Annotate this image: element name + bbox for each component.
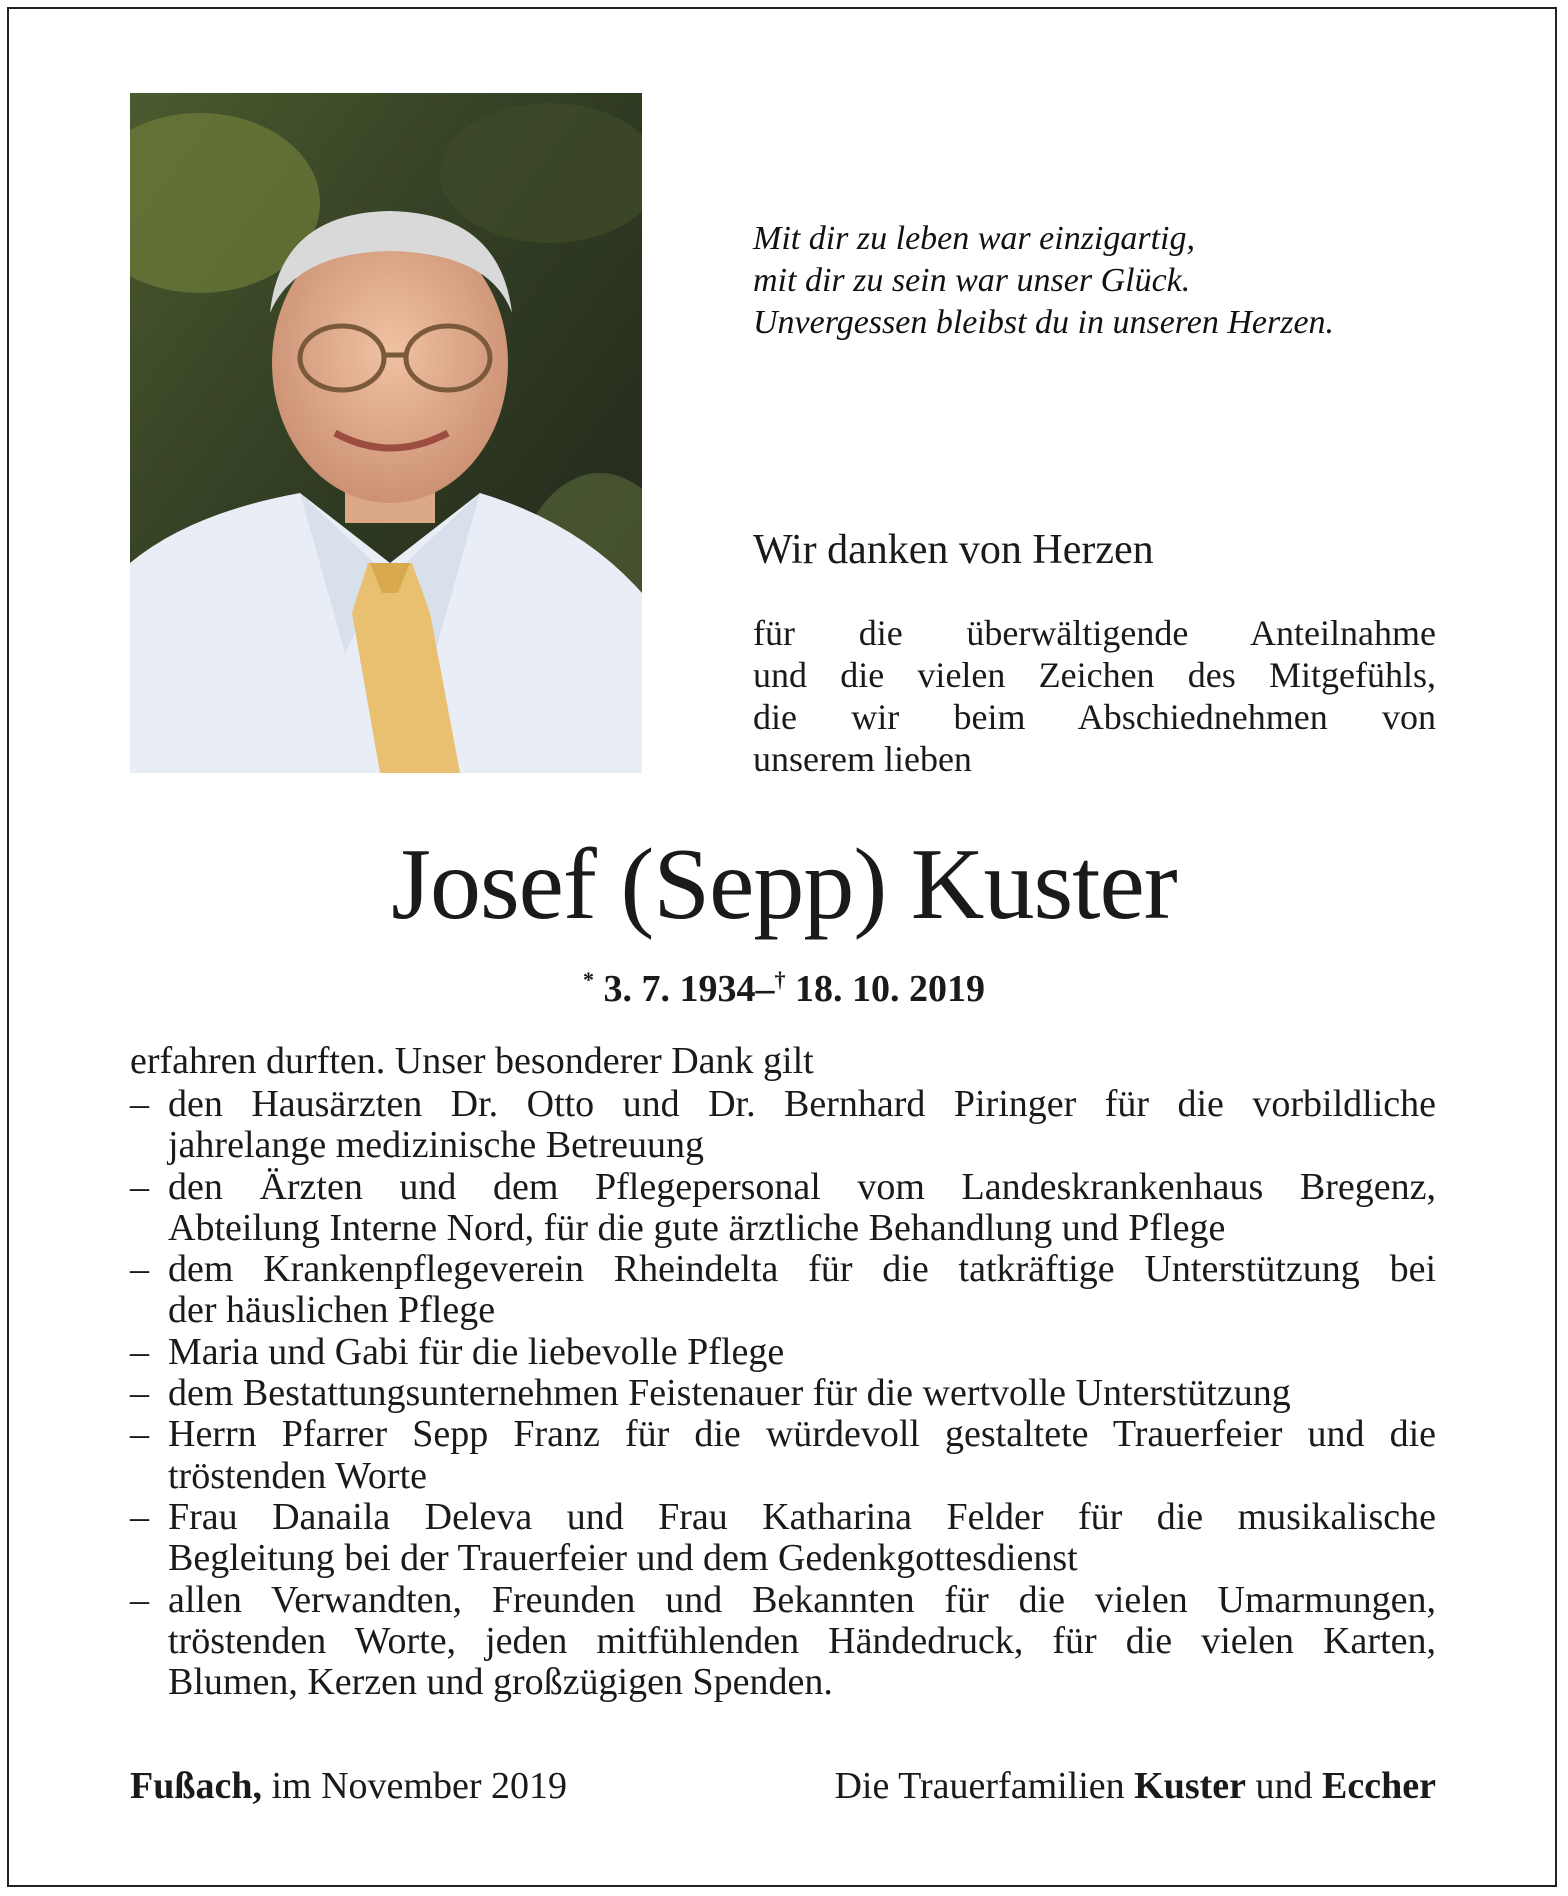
dash-bullet: –: [130, 1330, 149, 1373]
thanks-item-line: Blumen, Kerzen und großzügigen Spenden.: [168, 1661, 833, 1704]
birth-date: 3. 7. 1934: [603, 968, 756, 1010]
thanks-item: [130, 1414, 1436, 1497]
thanks-item: [130, 1332, 1436, 1373]
thanks-item: [130, 1249, 1436, 1332]
thanks-item: [130, 1084, 1436, 1167]
thanks-item-line: dem Bestattungsunternehmen Feistenauer für die wertvolle Unterstützung: [168, 1372, 1291, 1415]
families-signature: [834, 1764, 1436, 1808]
thanks-item-line: Frau Danaila Deleva und Frau Katharina Felder für die musikalische: [168, 1495, 1436, 1538]
thanks-item: [130, 1373, 1436, 1414]
thanks-list: [130, 1084, 1436, 1703]
intro-line: für die überwältigende Anteilnahme: [753, 613, 1436, 653]
thanks-item: [130, 1497, 1436, 1580]
thanks-heading: Wir danken von Herzen: [753, 527, 1154, 573]
quote-line: mit dir zu sein war unser Glück.: [753, 262, 1191, 299]
thanks-item-line: tröstenden Worte, jeden mitfühlenden Händedruck, für die vielen Karten,: [168, 1619, 1436, 1662]
dash-bullet: –: [130, 1495, 149, 1538]
dash-bullet: –: [130, 1578, 149, 1621]
thanks-item-line: allen Verwandten, Freunden und Bekannten für die vielen Umarmungen,: [168, 1578, 1436, 1621]
dash-bullet: –: [130, 1372, 149, 1415]
death-symbol: †: [774, 967, 786, 992]
thanks-item-line: den Ärzten und dem Pflegepersonal vom Landeskrankenhaus Bregenz,: [168, 1165, 1436, 1208]
body-lead: erfahren durften. Unser besonderer Dank gilt: [130, 1040, 814, 1082]
thanks-item-line: Herrn Pfarrer Sepp Franz für die würdevoll gestaltete Trauerfeier und die: [168, 1413, 1436, 1456]
family-name-2: Eccher: [1322, 1765, 1436, 1807]
thanks-item-line: dem Krankenpflegeverein Rheindelta für die tatkräftige Unterstützung bei: [168, 1248, 1436, 1291]
quote-line: Unvergessen bleibst du in unseren Herzen.: [753, 304, 1335, 341]
intro-paragraph: [753, 612, 1436, 780]
date: im November 2019: [271, 1765, 567, 1807]
thanks-item-line: tröstenden Worte: [168, 1454, 428, 1497]
families-prefix: Die Trauerfamilien: [834, 1765, 1125, 1807]
birth-symbol: *: [583, 967, 594, 992]
deceased-name: Josef (Sepp) Kuster: [391, 828, 1177, 941]
thanks-item-line: jahrelange medizinische Betreuung: [168, 1124, 705, 1167]
place-and-date: [130, 1764, 567, 1808]
conjunction: und: [1255, 1765, 1313, 1807]
dash-bullet: –: [130, 1165, 149, 1208]
memorial-quote: [753, 218, 1453, 344]
quote-line: Mit dir zu leben war einzigartig,: [753, 220, 1195, 257]
place: Fußach,: [130, 1765, 262, 1807]
thanks-item: [130, 1167, 1436, 1250]
thanks-item-line: Maria und Gabi für die liebevolle Pflege: [168, 1330, 785, 1373]
dash-bullet: –: [130, 1083, 149, 1125]
thanks-item-line: Abteilung Interne Nord, für die gute ärztliche Behandlung und Pflege: [168, 1206, 1226, 1249]
thanks-item-line: der häuslichen Pflege: [168, 1289, 496, 1332]
intro-line: und die vielen Zeichen des Mitgefühls,: [753, 655, 1436, 695]
death-date: 18. 10. 2019: [795, 968, 985, 1010]
thanks-item-line: Begleitung bei der Trauerfeier und dem Gedenkgottesdienst: [168, 1537, 1078, 1580]
portrait-photo: [130, 93, 642, 773]
date-separator: –: [755, 968, 775, 1010]
intro-line: unserem lieben: [753, 739, 972, 779]
thanks-item-line: den Hausärzten Dr. Otto und Dr. Bernhard Piringer für die vorbildliche: [168, 1083, 1436, 1125]
family-name-1: Kuster: [1134, 1765, 1247, 1807]
thanks-item: [130, 1580, 1436, 1704]
life-dates: [0, 958, 1568, 1011]
dash-bullet: –: [130, 1248, 149, 1291]
intro-line: die wir beim Abschiednehmen von: [753, 697, 1436, 737]
dash-bullet: –: [130, 1413, 149, 1456]
